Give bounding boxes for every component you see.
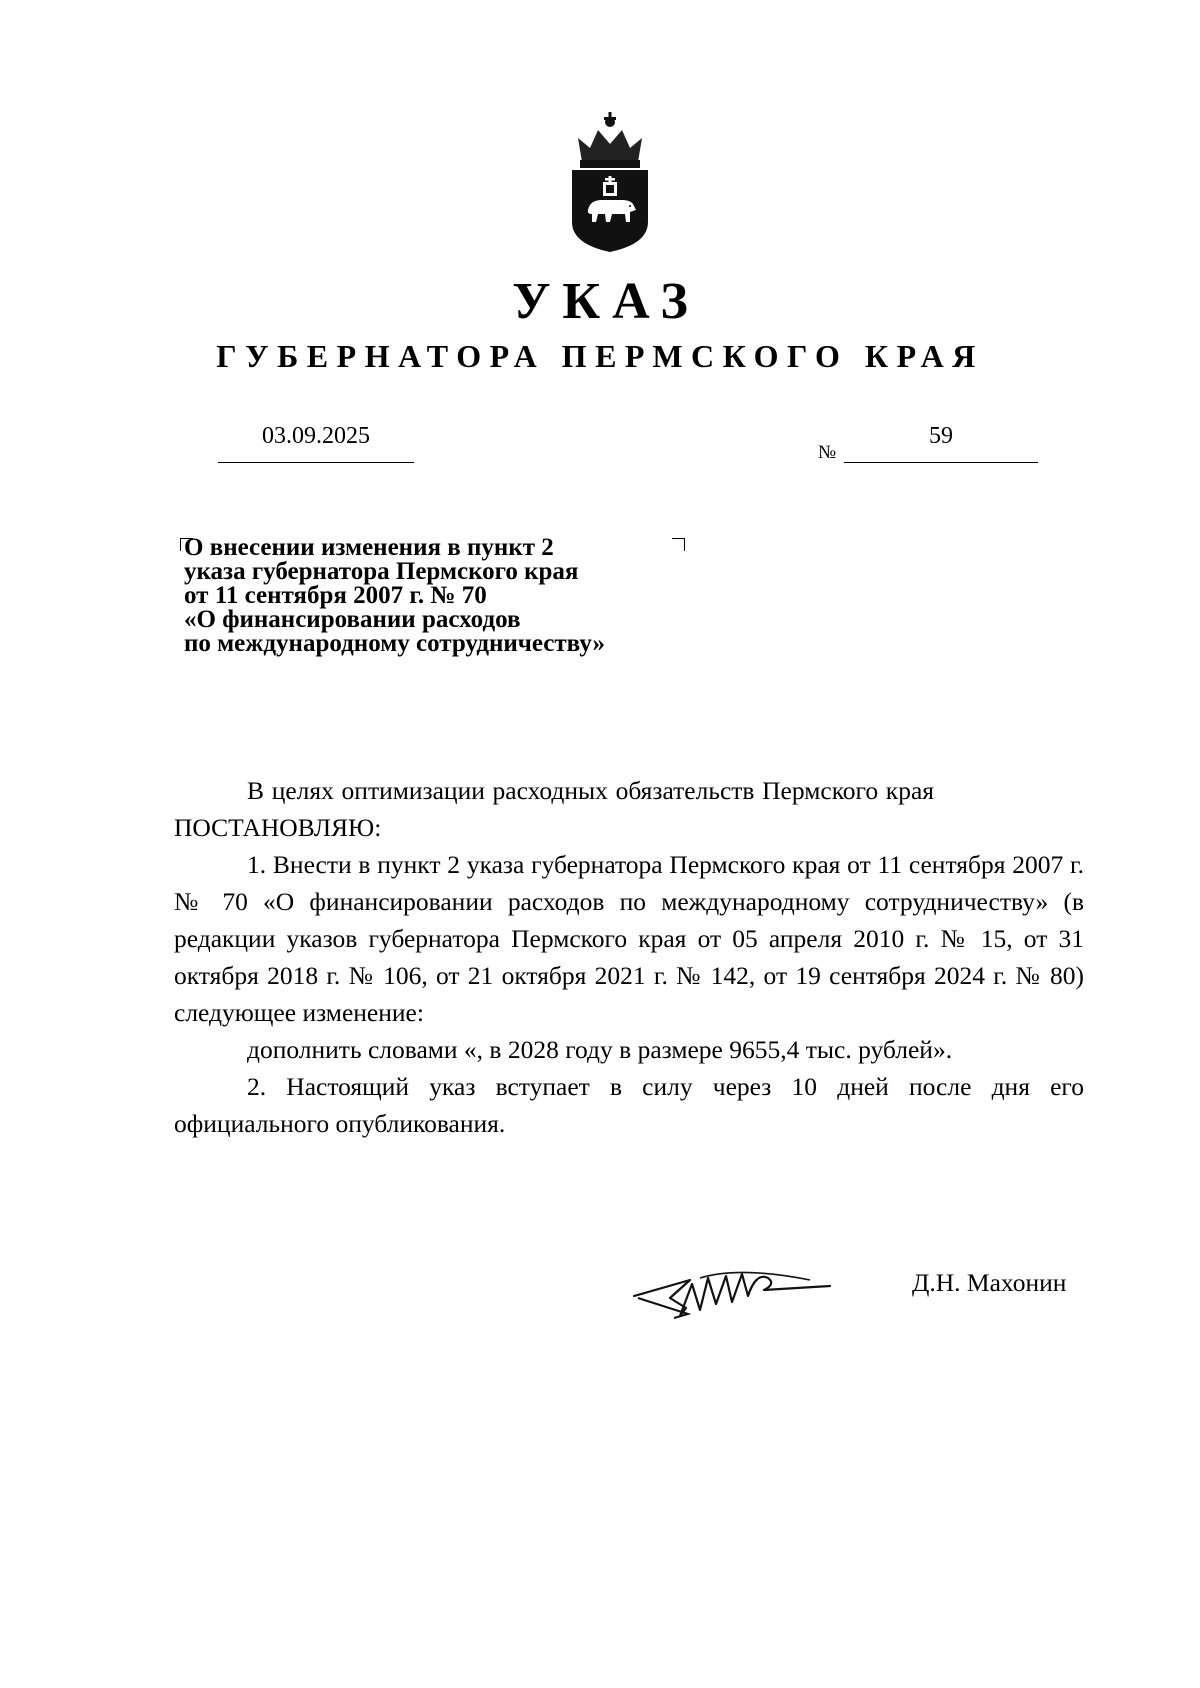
- subject-line: О внесении изменения в пункт 2: [184, 534, 554, 561]
- decree-subject: [184, 536, 704, 656]
- signature-image: [630, 1258, 860, 1328]
- subject-line: «О финансировании расходов: [184, 606, 521, 633]
- number-sign: №: [818, 442, 837, 463]
- subject-line: от 11 сентября 2007 г. № 70: [184, 582, 487, 609]
- subject-line: указа губернатора Пермского края: [184, 558, 579, 585]
- decree-number: 59: [844, 420, 1038, 463]
- item-1-addition-paragraph: дополнить словами «, в 2028 году в размере 9655,4 тыс. рублей».: [247, 1035, 953, 1064]
- decree-date: 03.09.2025: [218, 420, 414, 463]
- signer-name: Д.Н. Махонин: [912, 1268, 1067, 1297]
- issuer-subtitle: ГУБЕРНАТОРА ПЕРМСКОГО КРАЯ: [216, 338, 984, 374]
- coat-of-arms-icon: [560, 110, 660, 260]
- subject-line: по международному сотрудничеству»: [184, 630, 605, 657]
- item-1-paragraph: 1. Внести в пункт 2 указа губернатора Пермского края от 11 сентября 2007 г. № 70 «О финансировании расходов по международному сотрудничеству» (в редакции указов губернатора Пермского края от 05 апреля 2010 г. № 15, от 31 октября 2018 г. № 106, от 21 октября 2021 г. № 142, от 19 сентября 2024 г. № 80) следующее изменение:: [174, 850, 1084, 1027]
- document-type-title: УКАЗ: [512, 273, 700, 330]
- item-2-paragraph: 2. Настоящий указ вступает в силу через 10 дней после дня его официального опубликования.: [174, 1072, 1084, 1138]
- decree-body: [174, 772, 1084, 1142]
- preamble-paragraph: В целях оптимизации расходных обязательств Пермского края ПОСТАНОВЛЯЮ:: [174, 776, 934, 842]
